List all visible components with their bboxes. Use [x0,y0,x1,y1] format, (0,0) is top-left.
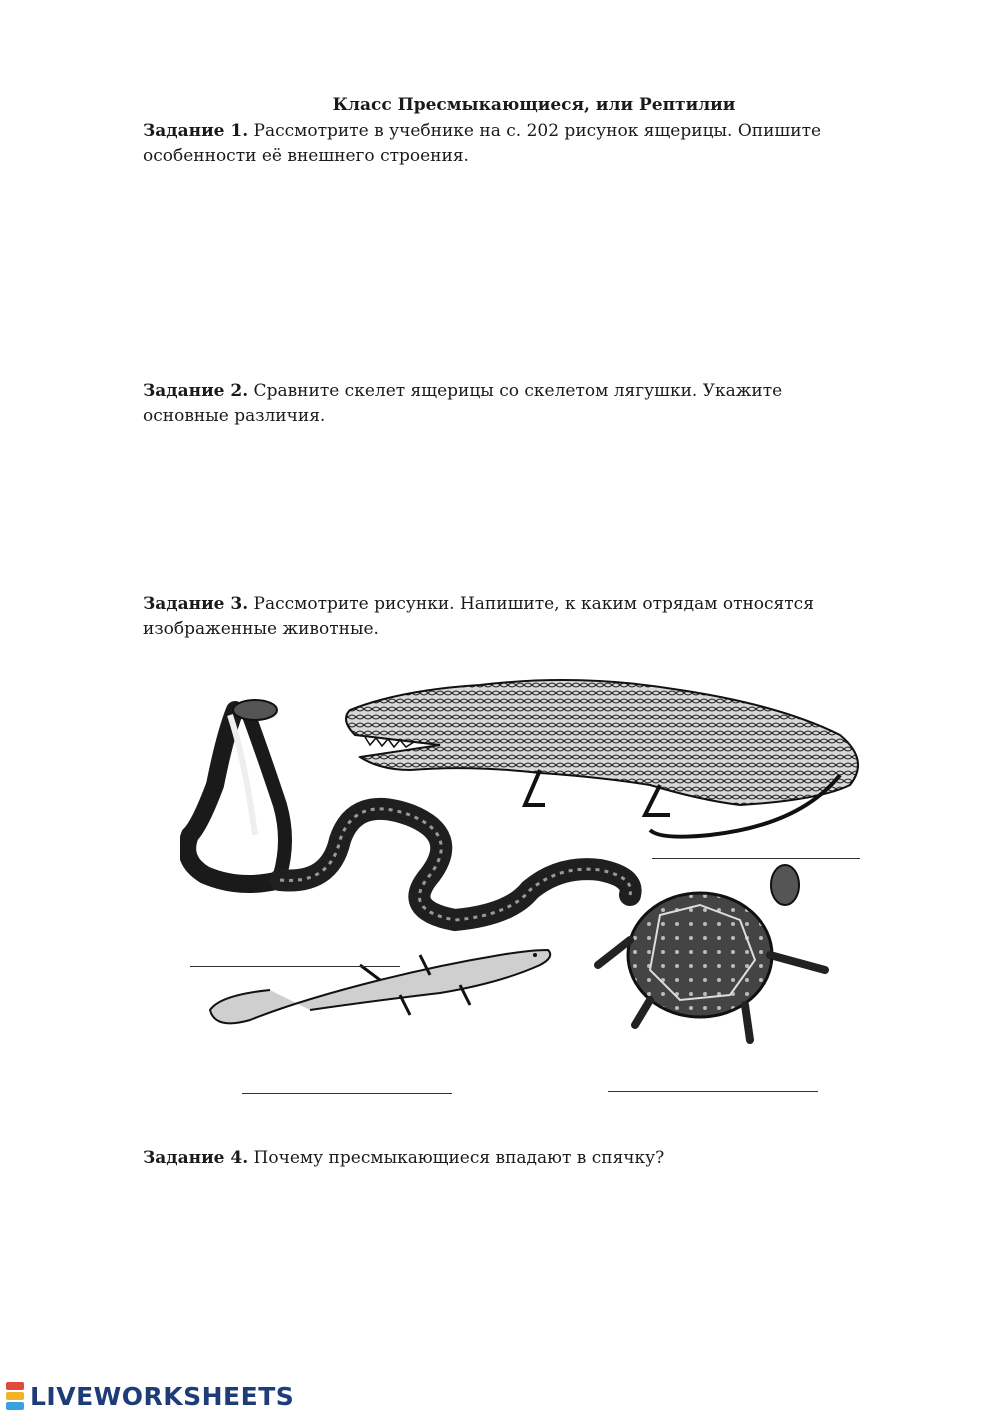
reptiles-illustration [180,665,880,1115]
task-2-text: Сравните скелет ящерицы со скелетом лягушки. Укажите основные различия. [143,381,783,426]
task-4-label: Задание 4. [143,1148,249,1168]
task-2-label: Задание 2. [143,381,249,401]
answer-line-cobra[interactable] [190,966,400,967]
liveworksheets-brand: LIVEWORKSHEETS [30,1381,295,1411]
lizard-drawing [210,950,550,1023]
liveworksheets-logo-icon [6,1381,28,1411]
task-3 [143,592,863,642]
task-4-text: Почему пресмыкающиеся впадают в спячку? [248,1148,665,1168]
task-2 [143,379,863,429]
answer-line-turtle[interactable] [608,1091,818,1092]
worksheet-title: Класс Пресмыкающиеся, или Рептилии [332,95,736,115]
task-4 [143,1146,863,1171]
answer-line-lizard[interactable] [242,1093,452,1094]
task-1-text: Рассмотрите в учебнике на с. 202 рисунок ящерицы. Опишите особенности её внешнего строения. [143,121,822,166]
task-1 [143,119,863,169]
task-1-label: Задание 1. [143,121,249,141]
task-3-label: Задание 3. [143,594,249,614]
liveworksheets-footer[interactable] [6,1378,294,1414]
answer-line-crocodile[interactable] [652,858,860,859]
task-3-text: Рассмотрите рисунки. Напишите, к каким отрядам относятся изображенные животные. [143,594,814,639]
